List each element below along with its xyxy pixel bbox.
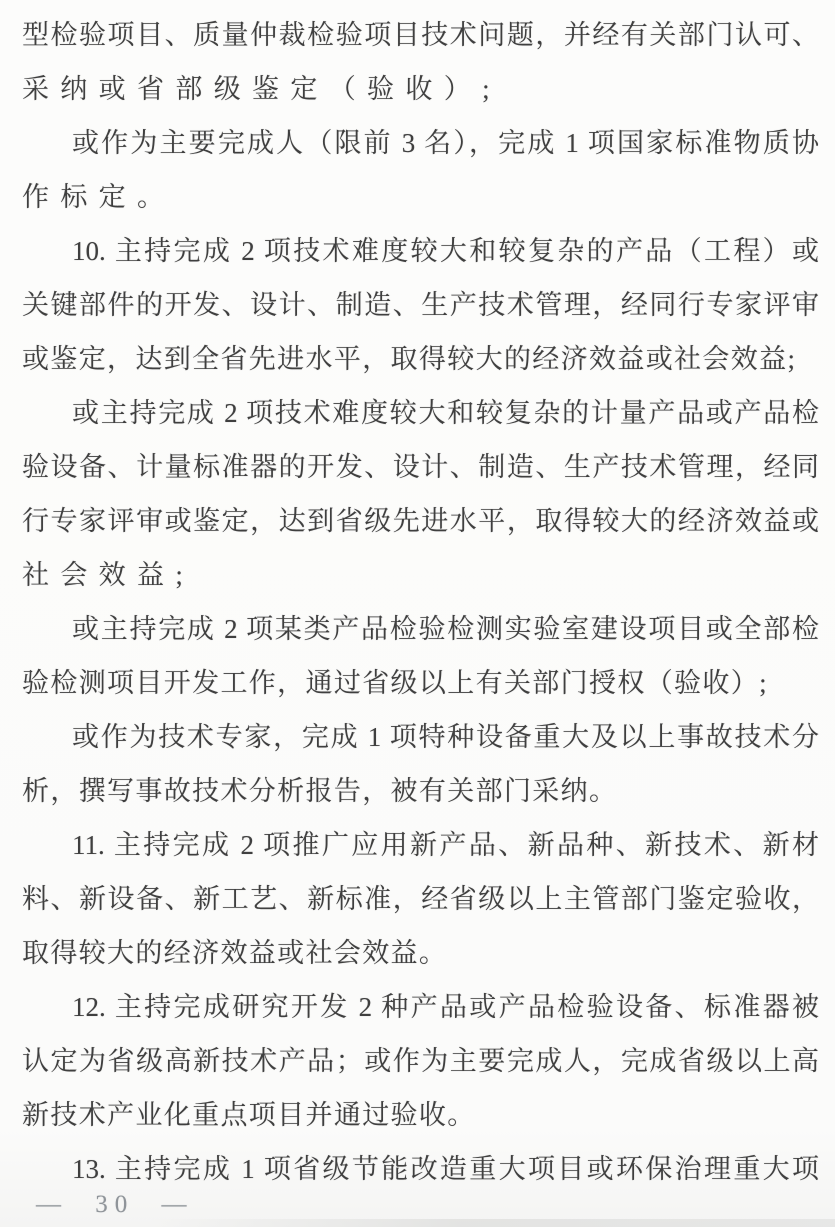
text-line: 型检验项目、质量仲裁检验项目技术问题，并经有关部门认可、 [22, 20, 819, 50]
text-line: 料、新设备、新工艺、新标准，经省级以上主管部门鉴定验收， [22, 884, 819, 914]
text-line: 析，撰写事故技术分析报告，被有关部门采纳。 [22, 776, 618, 806]
text-line: 11. 主持完成 2 项推广应用新产品、新品种、新技术、新材 [72, 830, 819, 860]
text-line: 社会效益; [22, 560, 195, 590]
text-line: 作标定。 [22, 182, 176, 212]
text-line: 新技术产业化重点项目并通过验收。 [22, 1100, 476, 1130]
text-line: 12. 主持完成研究开发 2 种产品或产品检验设备、标准器被 [72, 992, 819, 1022]
document-body [22, 8, 819, 1196]
text-line: 认定为省级高新技术产品；或作为主要完成人，完成省级以上高 [22, 1046, 819, 1076]
text-line: 13. 主持完成 1 项省级节能改造重大项目或环保治理重大项 [72, 1154, 819, 1184]
page-number: — 30 — [36, 1191, 194, 1218]
text-line: 取得较大的经济效益或社会效益。 [22, 938, 448, 968]
text-line: 10. 主持完成 2 项技术难度较大和较复杂的产品（工程）或 [72, 236, 819, 266]
scan-smudge [150, 1219, 835, 1227]
text-line: 行专家评审或鉴定，达到省级先进水平，取得较大的经济效益或 [22, 506, 819, 536]
text-line: 验设备、计量标准器的开发、设计、制造、生产技术管理，经同 [22, 452, 819, 482]
text-line: 采纳或省部级鉴定（验收）; [22, 74, 501, 104]
text-line: 或主持完成 2 项某类产品检验检测实验室建设项目或全部检 [72, 614, 819, 644]
text-line: 验检测项目开发工作，通过省级以上有关部门授权（验收）; [22, 668, 768, 698]
text-line: 或作为主要完成人（限前 3 名），完成 1 项国家标准物质协 [72, 128, 819, 158]
text-line: 或鉴定，达到全省先进水平，取得较大的经济效益或社会效益; [22, 344, 797, 374]
text-line: 或主持完成 2 项技术难度较大和较复杂的计量产品或产品检 [72, 398, 819, 428]
text-line: 或作为技术专家，完成 1 项特种设备重大及以上事故技术分 [72, 722, 819, 752]
text-line: 关键部件的开发、设计、制造、生产技术管理，经同行专家评审 [22, 290, 819, 320]
